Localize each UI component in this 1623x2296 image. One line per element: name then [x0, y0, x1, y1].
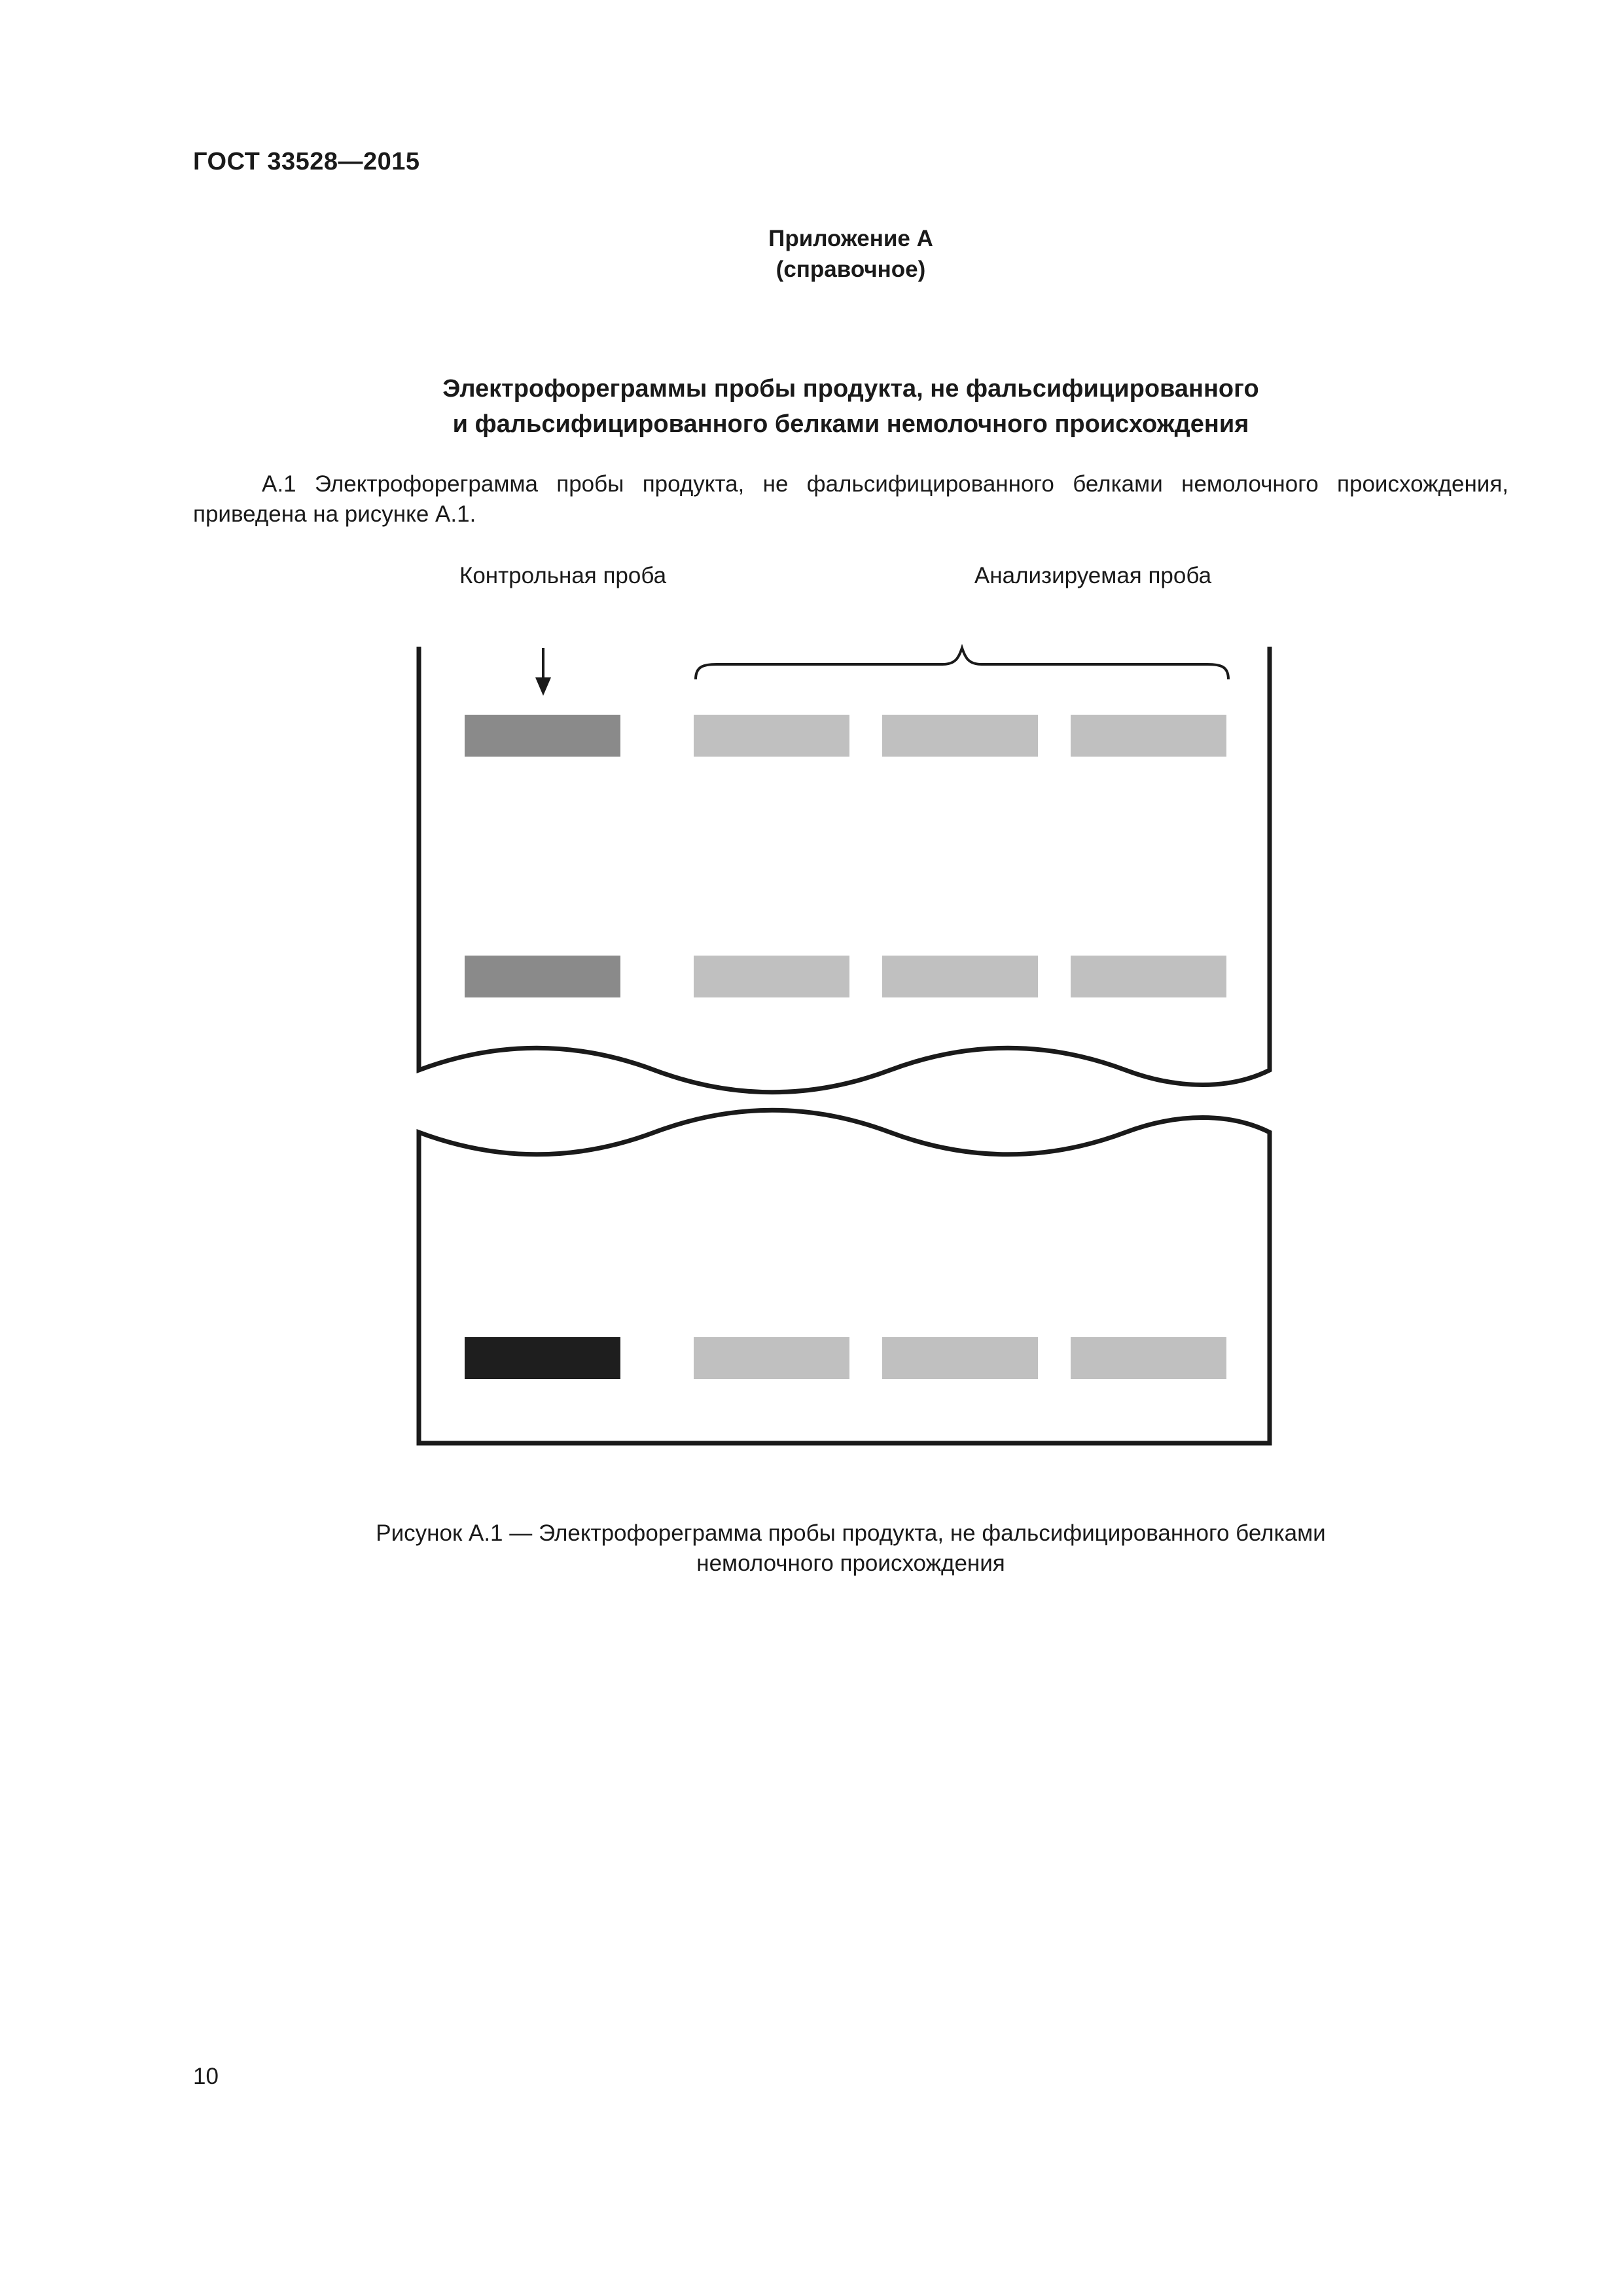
- curly-brace: [696, 648, 1228, 679]
- control-band-row1: [465, 715, 620, 757]
- lower-panel-frame: [419, 1110, 1270, 1443]
- upper-panel-frame: [419, 647, 1270, 1092]
- sample-band-row2-lane1: [694, 956, 849, 997]
- page-number: 10: [193, 2064, 219, 2089]
- sample-band-row1-lane2: [882, 715, 1038, 757]
- sample-band-row3-lane2: [882, 1337, 1038, 1379]
- section-title-line2: и фальсифицированного белками немолочного происхождения: [452, 410, 1249, 438]
- document-header: ГОСТ 33528—2015: [193, 148, 420, 175]
- paragraph-a1: А.1 Электрофореграмма пробы продукта, не фальсифицированного белками немолочного происхождения, приведена на рисунке А.1.: [193, 471, 1508, 527]
- sample-band-row2-lane2: [882, 956, 1038, 997]
- arrow-down-icon: [535, 648, 551, 696]
- section-title-line1: Электрофореграммы пробы продукта, не фальсифицированного: [442, 375, 1259, 403]
- label-analyzed-sample: Анализируемая проба: [974, 563, 1212, 588]
- sample-band-row2-lane3: [1071, 956, 1226, 997]
- sample-band-row3-lane1: [694, 1337, 849, 1379]
- control-band-row3: [465, 1337, 620, 1379]
- control-band-row2: [465, 956, 620, 997]
- sample-band-row3-lane3: [1071, 1337, 1226, 1379]
- figure-caption-line2: немолочного происхождения: [696, 1551, 1005, 1576]
- annex-status: (справочное): [776, 257, 926, 282]
- sample-band-row1-lane1: [694, 715, 849, 757]
- figure-caption-line1: Рисунок А.1 — Электрофореграмма пробы продукта, не фальсифицированного белками: [376, 1520, 1326, 1546]
- sample-band-row1-lane3: [1071, 715, 1226, 757]
- annex-label: Приложение А: [768, 226, 933, 251]
- label-control-sample: Контрольная проба: [459, 563, 667, 588]
